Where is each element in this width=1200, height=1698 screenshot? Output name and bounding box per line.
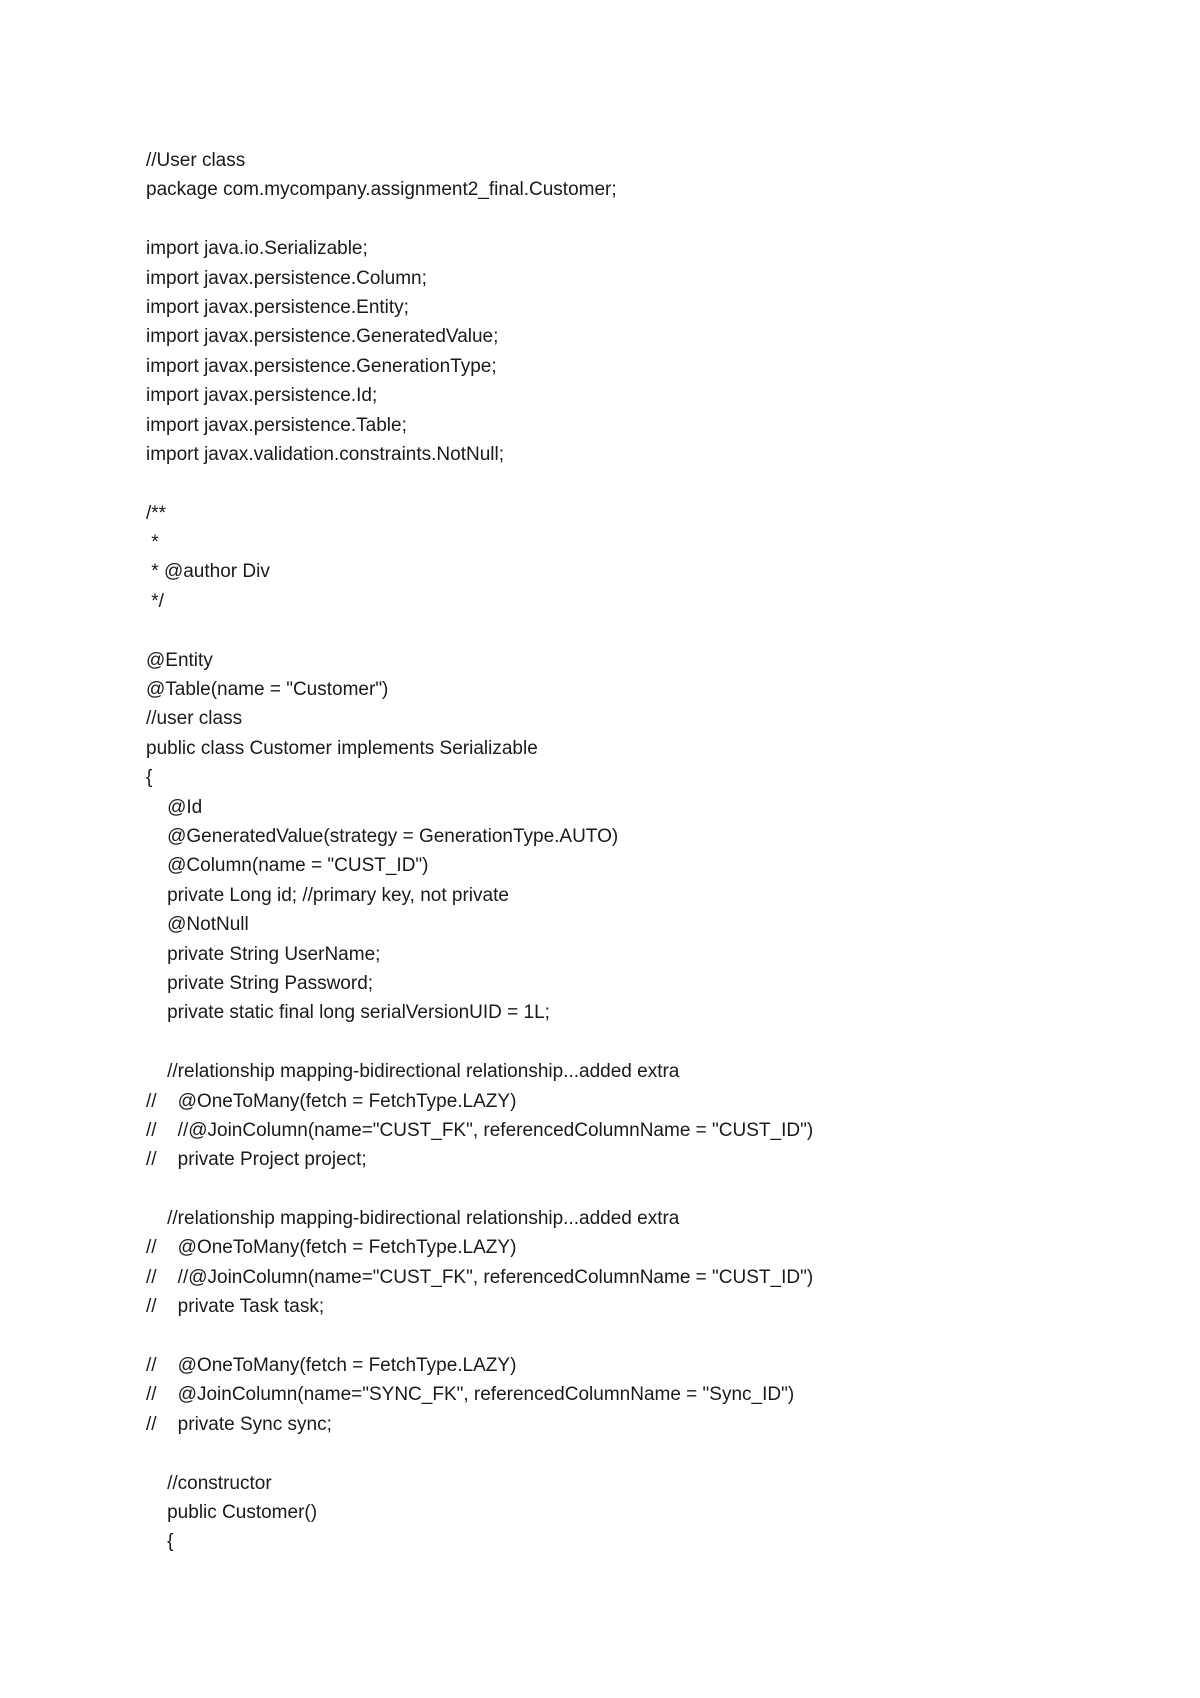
code-line: // private Sync sync;: [146, 1413, 332, 1435]
code-line: @Table(name = "Customer"): [146, 679, 389, 701]
code-line: /**: [146, 502, 167, 524]
code-line: @GeneratedValue(strategy = GenerationType.AUTO): [146, 825, 619, 847]
code-line: */: [146, 590, 164, 612]
code-line: // @JoinColumn(name="SYNC_FK", referencedColumnName = "Sync_ID"): [146, 1384, 795, 1406]
code-line: import javax.persistence.Id;: [146, 385, 378, 407]
code-line: //user class: [146, 708, 243, 730]
code-line: [146, 205, 1146, 234]
code-line: @NotNull: [146, 914, 249, 936]
code-line: @Column(name = "CUST_ID"): [146, 855, 429, 877]
code-line: import javax.persistence.Column;: [146, 267, 427, 289]
code-line: @Entity: [146, 649, 213, 671]
code-line: @Id: [146, 796, 203, 818]
code-line: // //@JoinColumn(name="CUST_FK", referencedColumnName = "CUST_ID"): [146, 1266, 814, 1288]
code-line: // @OneToMany(fetch = FetchType.LAZY): [146, 1090, 517, 1112]
code-line: * @author Div: [146, 561, 270, 583]
code-line: // private Project project;: [146, 1149, 367, 1171]
code-line: [146, 1439, 1146, 1468]
code-line: //relationship mapping-bidirectional relationship...added extra: [146, 1208, 680, 1230]
code-line: [146, 469, 1146, 498]
code-line: // @OneToMany(fetch = FetchType.LAZY): [146, 1355, 517, 1377]
code-line: private String Password;: [146, 972, 374, 994]
code-line: [146, 1028, 1146, 1057]
code-line: public class Customer implements Serializable: [146, 737, 538, 759]
code-listing: [146, 146, 1146, 1557]
code-line: import javax.persistence.Table;: [146, 414, 407, 436]
code-line: //User class: [146, 150, 246, 171]
code-line: private String UserName;: [146, 943, 381, 965]
code-line: // //@JoinColumn(name="CUST_FK", referencedColumnName = "CUST_ID"): [146, 1119, 814, 1141]
code-line: *: [146, 532, 159, 554]
code-line: import javax.persistence.Entity;: [146, 296, 409, 318]
code-line: // @OneToMany(fetch = FetchType.LAZY): [146, 1237, 517, 1259]
code-line: {: [146, 1531, 174, 1553]
code-line: import javax.persistence.GeneratedValue;: [146, 326, 499, 348]
code-line: {: [146, 767, 153, 789]
code-line: public Customer(): [146, 1501, 318, 1523]
code-line: [146, 1322, 1146, 1351]
code-line: [146, 616, 1146, 645]
code-line: [146, 1175, 1146, 1204]
code-line: //relationship mapping-bidirectional relationship...added extra: [146, 1061, 680, 1083]
code-line: import java.io.Serializable;: [146, 238, 368, 260]
code-line: private Long id; //primary key, not private: [146, 884, 509, 906]
code-line: package com.mycompany.assignment2_final.Customer;: [146, 179, 617, 201]
code-line: //constructor: [146, 1472, 272, 1494]
code-line: import javax.persistence.GenerationType;: [146, 355, 497, 377]
code-line: // private Task task;: [146, 1296, 325, 1318]
code-line: private static final long serialVersionUID = 1L;: [146, 1002, 550, 1024]
code-line: import javax.validation.constraints.NotNull;: [146, 443, 504, 465]
